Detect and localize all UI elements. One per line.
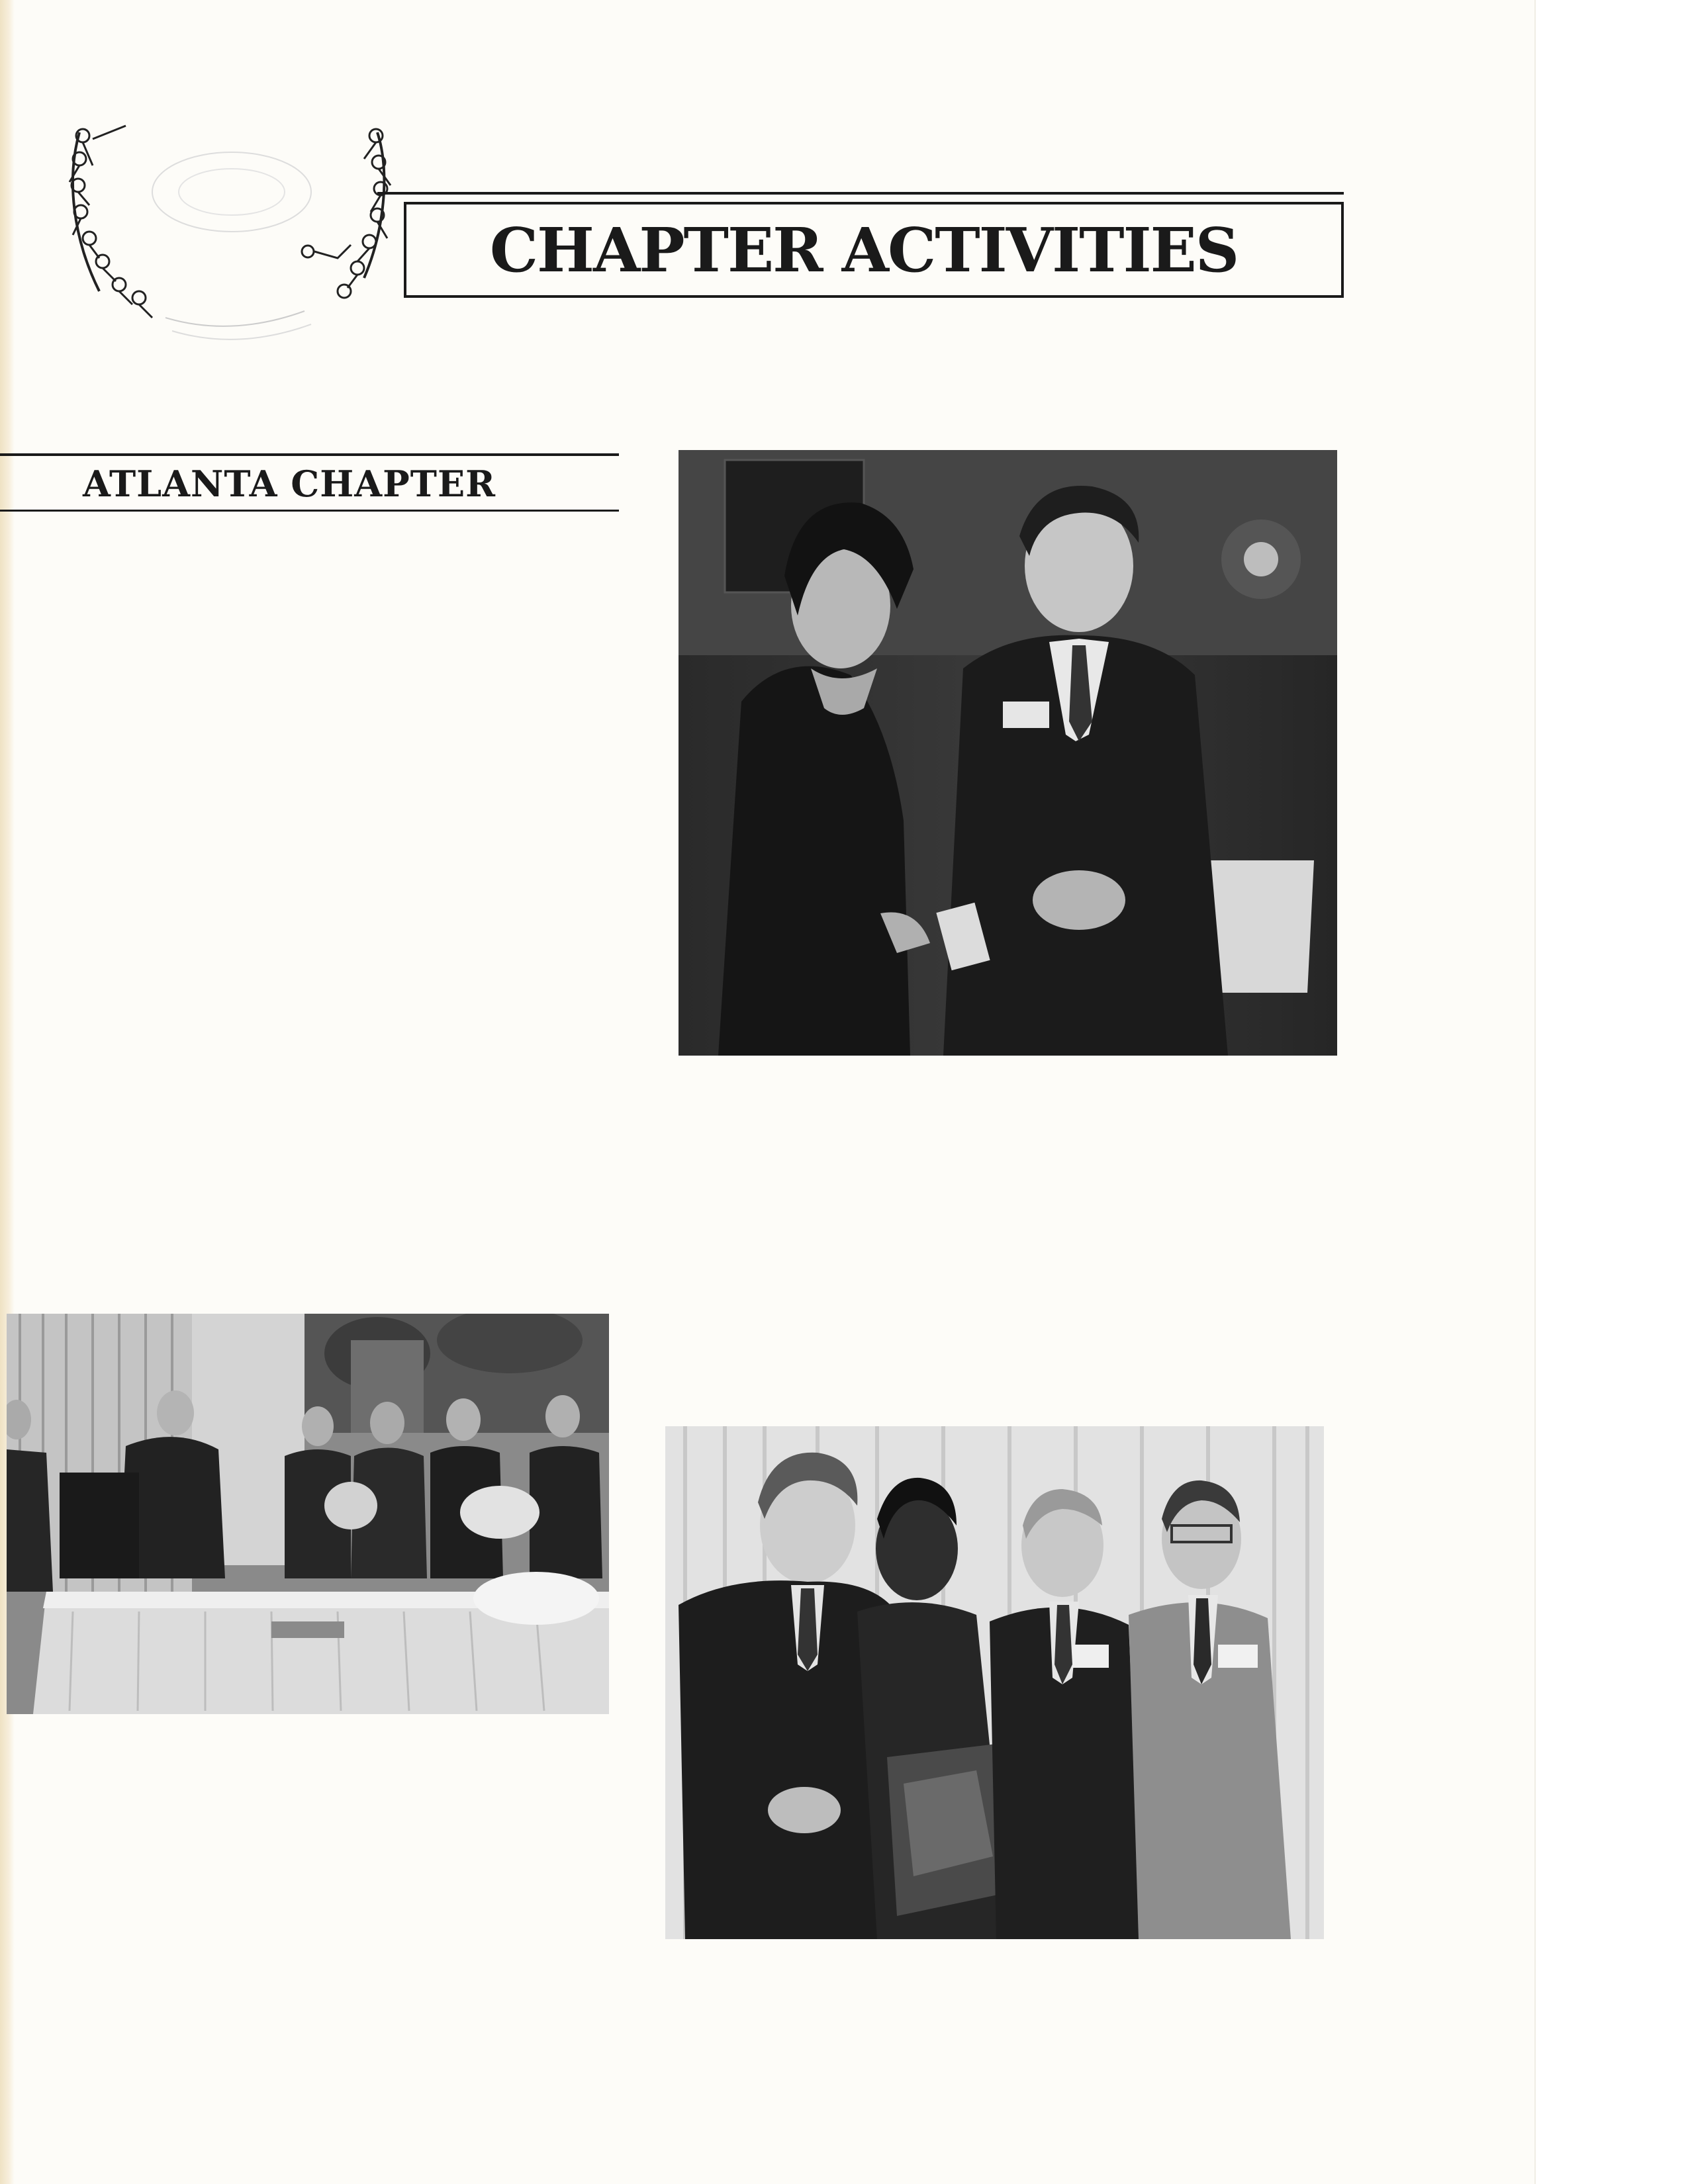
page-title: CHAPTER ACTIVITIES (489, 214, 1239, 286)
photo-banquet-table (7, 1314, 609, 1714)
page-margin (1534, 0, 1688, 2184)
photo-couple (679, 450, 1337, 1056)
photo-group-four (665, 1426, 1324, 1939)
section-title: ATLANTA CHAPTER (83, 463, 496, 505)
page-edge (0, 0, 15, 2184)
section-header (0, 453, 619, 512)
figures-illustration-icon (53, 119, 410, 364)
title-box (404, 202, 1344, 298)
title-rule (377, 192, 1344, 195)
